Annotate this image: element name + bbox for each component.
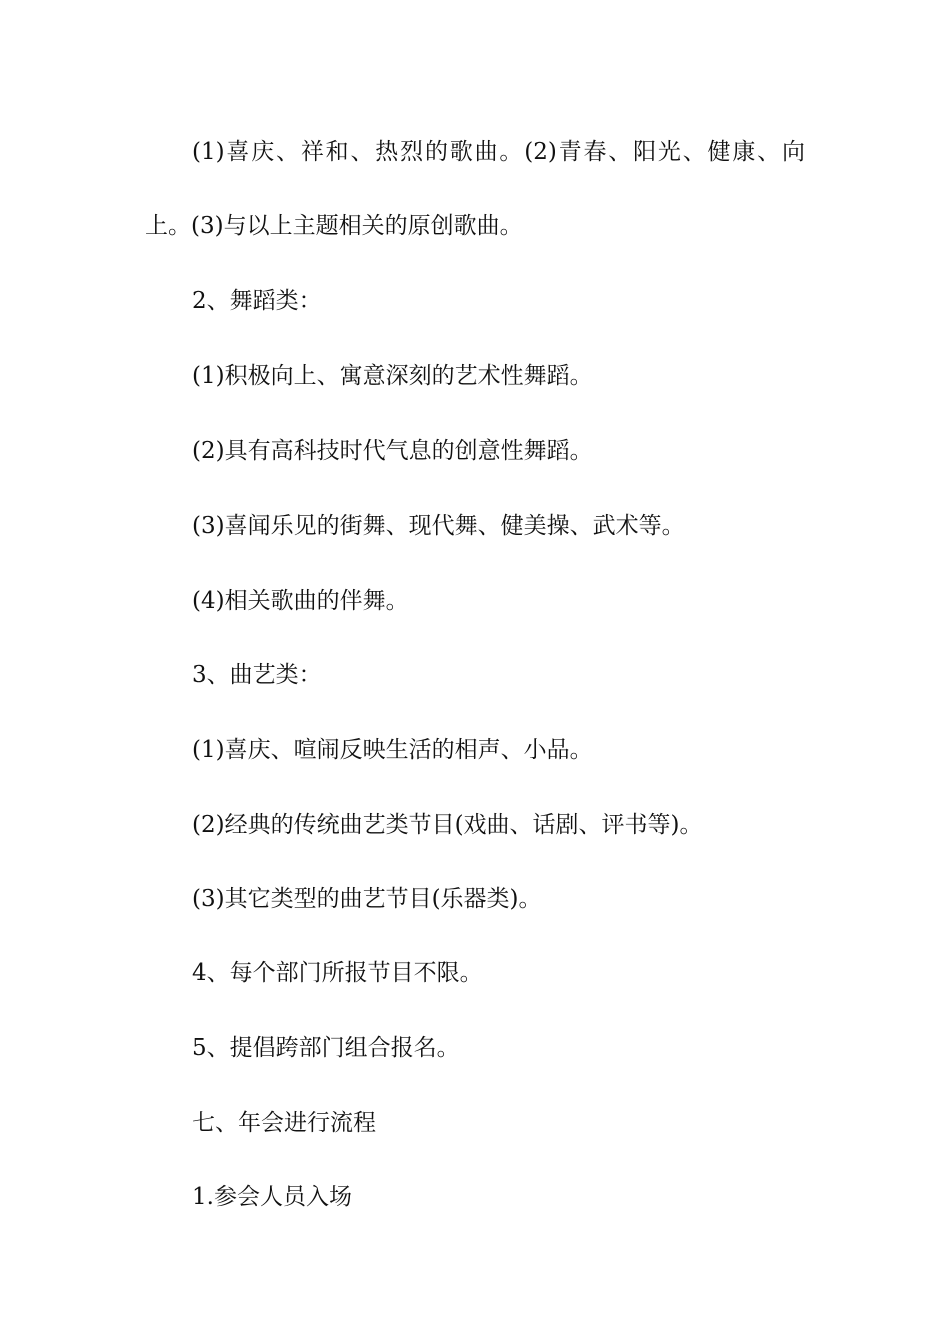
paragraph-line-2: 上。(3)与以上主题相关的原创歌曲。 [145, 213, 523, 239]
quyi-item-3: (3)其它类型的曲艺节目(乐器类)。 [192, 886, 542, 912]
section-heading-quyi: 3、曲艺类： [192, 662, 322, 688]
process-item-1: 1.参会人员入场 [192, 1184, 352, 1210]
rule-item-4: 4、每个部门所报节目不限。 [192, 960, 483, 986]
quyi-item-1: (1)喜庆、喧闹反映生活的相声、小品。 [192, 737, 593, 763]
paragraph-line-1: (1)喜庆、祥和、热烈的歌曲。(2)青春、阳光、健康、向 [192, 139, 805, 165]
dance-item-1: (1)积极向上、寓意深刻的艺术性舞蹈。 [192, 363, 593, 389]
dance-item-4: (4)相关歌曲的伴舞。 [192, 588, 409, 614]
quyi-item-2: (2)经典的传统曲艺类节目(戏曲、话剧、评书等)。 [192, 812, 703, 838]
dance-item-3: (3)喜闻乐见的街舞、现代舞、健美操、武术等。 [192, 513, 685, 539]
section-heading-process: 七、年会进行流程 [192, 1110, 376, 1136]
dance-item-2: (2)具有高科技时代气息的创意性舞蹈。 [192, 438, 593, 464]
section-heading-dance: 2、舞蹈类： [192, 288, 322, 314]
rule-item-5: 5、提倡跨部门组合报名。 [192, 1035, 460, 1061]
